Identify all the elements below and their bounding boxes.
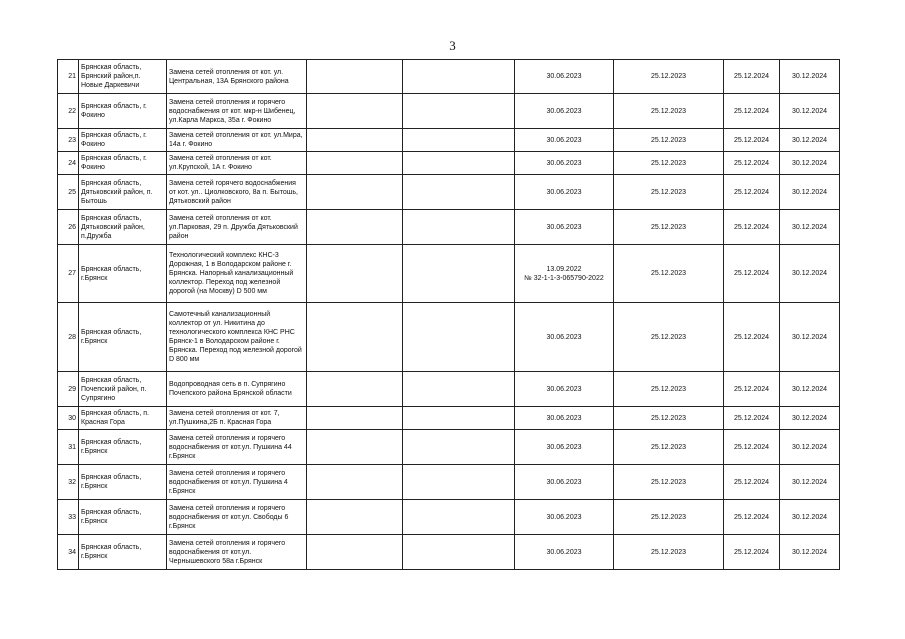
- date-cell: 25.12.2024: [724, 175, 780, 210]
- row-number: 23: [58, 129, 79, 152]
- empty-cell: [307, 535, 403, 570]
- empty-cell: [403, 372, 515, 407]
- row-number: 24: [58, 152, 79, 175]
- date-cell: 30.12.2024: [780, 303, 840, 372]
- row-number: 28: [58, 303, 79, 372]
- object-cell: Водопроводная сеть в п. Супрягино Почепского района Брянской области: [167, 372, 307, 407]
- row-number: 22: [58, 94, 79, 129]
- date-cell: 25.12.2023: [614, 372, 724, 407]
- date-cell: 30.06.2023: [515, 152, 614, 175]
- empty-cell: [403, 430, 515, 465]
- row-number: 31: [58, 430, 79, 465]
- date-cell: 30.12.2024: [780, 407, 840, 430]
- region-cell: Брянская область, г.Брянск: [79, 430, 167, 465]
- empty-cell: [307, 372, 403, 407]
- expertise-number: № 32-1-1-3-065790-2022: [524, 274, 604, 282]
- date-cell: 30.06.2023: [515, 210, 614, 245]
- date-cell: 30.12.2024: [780, 129, 840, 152]
- region-cell: Брянская область, г.Брянск: [79, 535, 167, 570]
- table-row: [58, 535, 840, 570]
- date-cell: 25.12.2023: [614, 152, 724, 175]
- date-cell: 25.12.2024: [724, 129, 780, 152]
- empty-cell: [403, 210, 515, 245]
- date-cell: 30.12.2024: [780, 465, 840, 500]
- region-cell: Брянская область, Брянский район,п. Новые Даркевичи: [79, 60, 167, 94]
- table-row: [58, 407, 840, 430]
- date-cell: 30.06.2023: [515, 94, 614, 129]
- date-cell: 25.12.2023: [614, 245, 724, 303]
- empty-cell: [307, 430, 403, 465]
- object-cell: Замена сетей отопления и горячего водоснабжения от кот.ул. Пушкина 4 г.Брянск: [167, 465, 307, 500]
- date-cell: 30.12.2024: [780, 535, 840, 570]
- date-cell: 25.12.2023: [614, 60, 724, 94]
- row-number: 29: [58, 372, 79, 407]
- empty-cell: [307, 465, 403, 500]
- empty-cell: [403, 60, 515, 94]
- date-cell: 30.06.2023: [515, 175, 614, 210]
- date-cell: 25.12.2023: [614, 465, 724, 500]
- date-cell: [515, 245, 614, 303]
- date-cell: 25.12.2023: [614, 94, 724, 129]
- region-cell: Брянская область, г.Брянск: [79, 465, 167, 500]
- date-cell: 30.06.2023: [515, 407, 614, 430]
- date-cell: 30.12.2024: [780, 430, 840, 465]
- empty-cell: [403, 465, 515, 500]
- region-cell: Брянская область, Дятьковский район, п. Бытошь: [79, 175, 167, 210]
- object-cell: Замена сетей отопления и горячего водоснабжения от кот.ул. Чернышевского 58а г.Брянск: [167, 535, 307, 570]
- empty-cell: [403, 535, 515, 570]
- date-cell: 25.12.2024: [724, 500, 780, 535]
- empty-cell: [403, 152, 515, 175]
- date-cell: 30.12.2024: [780, 500, 840, 535]
- date-cell: 30.06.2023: [515, 303, 614, 372]
- date-cell: 30.06.2023: [515, 60, 614, 94]
- date-cell: 25.12.2023: [614, 535, 724, 570]
- empty-cell: [403, 245, 515, 303]
- table-row: [58, 500, 840, 535]
- row-number: 27: [58, 245, 79, 303]
- date-cell: 30.06.2023: [515, 129, 614, 152]
- date-cell: 25.12.2024: [724, 407, 780, 430]
- empty-cell: [307, 175, 403, 210]
- date-cell: 25.12.2023: [614, 500, 724, 535]
- date-cell: 25.12.2024: [724, 94, 780, 129]
- date-cell: 25.12.2024: [724, 245, 780, 303]
- table-row: [58, 245, 840, 303]
- region-cell: Брянская область, г.Брянск: [79, 500, 167, 535]
- object-cell: Замена сетей отопления от кот. ул.Парковая, 29 п. Дружба Дятьковский район: [167, 210, 307, 245]
- empty-cell: [403, 303, 515, 372]
- object-cell: Замена сетей отопления и горячего водоснабжения от кот. мкр-н Шибенец, ул.Карла Маркса, 35а г. Фокино: [167, 94, 307, 129]
- date-cell: 25.12.2023: [614, 303, 724, 372]
- date-cell: 30.06.2023: [515, 430, 614, 465]
- table-row: [58, 430, 840, 465]
- table-row: [58, 372, 840, 407]
- object-cell: Замена сетей отопления и горячего водоснабжения от кот.ул. Пушкина 44 г.Брянск: [167, 430, 307, 465]
- region-cell: Брянская область, Дятьковский район, п.Дружба: [79, 210, 167, 245]
- region-cell: Брянская область, г.Брянск: [79, 245, 167, 303]
- region-cell: Брянская область, п. Красная Гора: [79, 407, 167, 430]
- date-cell: 30.12.2024: [780, 210, 840, 245]
- date-cell: 25.12.2024: [724, 152, 780, 175]
- date-cell: 30.06.2023: [515, 535, 614, 570]
- date-cell: 25.12.2023: [614, 407, 724, 430]
- empty-cell: [307, 407, 403, 430]
- empty-cell: [307, 60, 403, 94]
- region-cell: Брянская область, г. Фокино: [79, 94, 167, 129]
- object-cell: Замена сетей горячего водоснабжения от кот. ул.. Циолковского, 8а п. Бытошь, Дятьковский район: [167, 175, 307, 210]
- empty-cell: [307, 245, 403, 303]
- row-number: 25: [58, 175, 79, 210]
- date-cell: 25.12.2023: [614, 430, 724, 465]
- date-cell: 25.12.2023: [614, 175, 724, 210]
- row-number: 33: [58, 500, 79, 535]
- date-cell: 30.06.2023: [515, 465, 614, 500]
- date-cell: 30.12.2024: [780, 372, 840, 407]
- date-cell: 30.06.2023: [515, 372, 614, 407]
- date-cell: 30.12.2024: [780, 245, 840, 303]
- date-cell: 25.12.2024: [724, 303, 780, 372]
- date-cell: 25.12.2024: [724, 372, 780, 407]
- object-cell: Замена сетей отопления от кот. ул.Крупской, 1А г. Фокино: [167, 152, 307, 175]
- date-cell: 25.12.2024: [724, 465, 780, 500]
- date-cell: 30.12.2024: [780, 94, 840, 129]
- date-cell: 25.12.2024: [724, 430, 780, 465]
- date-cell: 25.12.2023: [614, 129, 724, 152]
- empty-cell: [403, 129, 515, 152]
- table-row: [58, 303, 840, 372]
- empty-cell: [307, 152, 403, 175]
- table-row: [58, 465, 840, 500]
- object-cell: Замена сетей отопления от кот. ул.Мира, 14а г. Фокино: [167, 129, 307, 152]
- row-number: 32: [58, 465, 79, 500]
- region-cell: Брянская область, г. Фокино: [79, 129, 167, 152]
- object-cell: Замена сетей отопления и горячего водоснабжения от кот.ул. Свободы 6 г.Брянск: [167, 500, 307, 535]
- date-cell: 30.12.2024: [780, 60, 840, 94]
- row-number: 26: [58, 210, 79, 245]
- table-row: [58, 152, 840, 175]
- empty-cell: [307, 500, 403, 535]
- empty-cell: [403, 175, 515, 210]
- empty-cell: [307, 94, 403, 129]
- empty-cell: [403, 407, 515, 430]
- expertise-date: 13.09.2022: [546, 265, 582, 273]
- date-cell: 25.12.2024: [724, 210, 780, 245]
- empty-cell: [307, 129, 403, 152]
- table-row: [58, 129, 840, 152]
- region-cell: Брянская область, г.Брянск: [79, 303, 167, 372]
- date-cell: 25.12.2024: [724, 535, 780, 570]
- table-row: [58, 175, 840, 210]
- object-cell: Замена сетей отопления от кот. 7, ул.Пушкина,2Б п. Красная Гора: [167, 407, 307, 430]
- object-cell: Технологический комплекс КНС-3 Дорожная, 1 в Володарском районе г. Брянска. Напорный канализационный коллектор. Переход под железной дорогой (на Москву) D 500 мм: [167, 245, 307, 303]
- date-cell: 25.12.2024: [724, 60, 780, 94]
- registry-table: [57, 59, 840, 570]
- row-number: 34: [58, 535, 79, 570]
- region-cell: Брянская область, г. Фокино: [79, 152, 167, 175]
- date-cell: 30.12.2024: [780, 175, 840, 210]
- date-cell: 30.12.2024: [780, 152, 840, 175]
- region-cell: Брянская область, Почепский район, п. Супрягино: [79, 372, 167, 407]
- date-cell: 30.06.2023: [515, 500, 614, 535]
- empty-cell: [307, 210, 403, 245]
- table-row: [58, 60, 840, 94]
- table-row: [58, 210, 840, 245]
- date-cell: 25.12.2023: [614, 210, 724, 245]
- page-number: 3: [449, 38, 456, 53]
- row-number: 21: [58, 60, 79, 94]
- empty-cell: [403, 500, 515, 535]
- object-cell: Замена сетей отопления от кот. ул. Центральная, 13А Брянского района: [167, 60, 307, 94]
- row-number: 30: [58, 407, 79, 430]
- object-cell: Самотечный канализационный коллектор от ул. Никитина до технологического комплекса КНС РНС Брянск-1 в Володарском районе г. Брянска. Переход под железной дорогой D 800 мм: [167, 303, 307, 372]
- empty-cell: [403, 94, 515, 129]
- empty-cell: [307, 303, 403, 372]
- table-row: [58, 94, 840, 129]
